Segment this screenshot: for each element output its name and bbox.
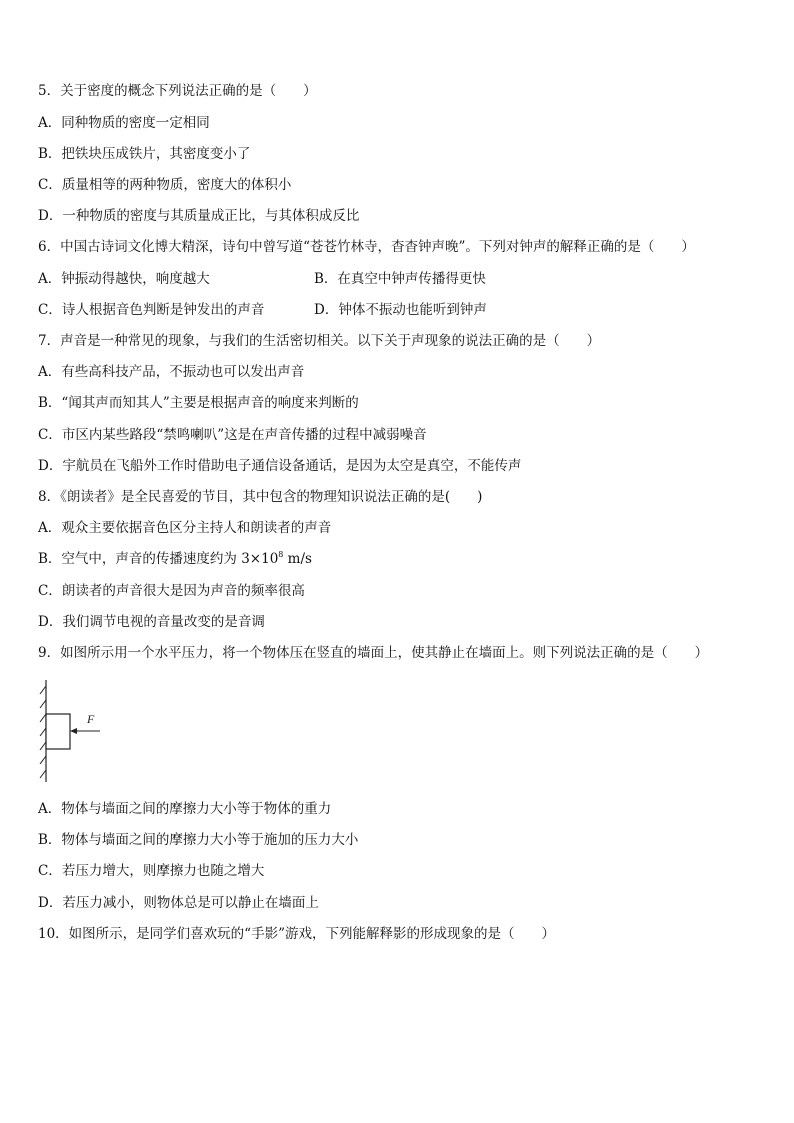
question-5-option-d: D．一种物质的密度与其质量成正比，与其体积成反比 (38, 208, 360, 224)
question-7-option-d: D．宇航员在飞船外工作时借助电子通信设备通话，是因为太空是真空，不能传声 (38, 458, 522, 474)
question-9-stem: 9．如图所示用一个水平压力，将一个物体压在竖直的墙面上，使其静止在墙面上。则下列说法正确的是（ ） (38, 645, 709, 661)
question-8-option-a: A．观众主要依据音色区分主持人和朗读者的声音 (38, 520, 332, 536)
question-8-option-b-unit: m/s (283, 551, 312, 567)
wall-block-force-figure (36, 676, 116, 786)
force-arrow-head (70, 728, 77, 734)
block (46, 714, 70, 749)
force-label: F (87, 712, 95, 726)
question-9-option-a: A．物体与墙面之间的摩擦力大小等于物体的重力 (38, 801, 332, 817)
question-7-option-c: C．市区内某些路段“禁鸣喇叭”这是在声音传播的过程中减弱噪音 (38, 427, 427, 443)
wall-hatching (40, 686, 46, 778)
question-6-option-d: D．钟体不振动也能听到钟声 (314, 302, 487, 318)
question-6-option-b: B．在真空中钟声传播得更快 (314, 271, 486, 287)
question-8-option-b (38, 550, 312, 568)
question-6-option-a: A．钟振动得越快，响度越大 (38, 271, 210, 287)
question-8-option-b-text: B．空气中，声音的传播速度约为 3×10 (38, 551, 279, 567)
question-10-stem: 10．如图所示，是同学们喜欢玩的“手影”游戏，下列能解释影的形成现象的是（ ） (38, 926, 555, 942)
question-8-option-c: C．朗读者的声音很大是因为声音的频率很高 (38, 583, 305, 599)
question-5-option-a: A．同种物质的密度一定相同 (38, 115, 210, 131)
question-8-option-d: D．我们调节电视的音量改变的是音调 (38, 614, 265, 630)
question-5-stem: 5．关于密度的概念下列说法正确的是（ ） (38, 83, 317, 99)
question-7-stem: 7．声音是一种常见的现象，与我们的生活密切相关。以下关于声现象的说法正确的是（ ） (38, 333, 601, 349)
question-8-option-b-exponent: 8 (278, 550, 284, 559)
question-7-option-a: A．有些高科技产品，不振动也可以发出声音 (38, 364, 305, 380)
question-8-stem: 8．《朗读者》是全民喜爱的节目，其中包含的物理知识说法正确的是( ) (38, 489, 483, 505)
question-9-option-b: B．物体与墙面之间的摩擦力大小等于施加的压力大小 (38, 832, 359, 848)
question-5-option-c: C．质量相等的两种物质，密度大的体积小 (38, 177, 292, 193)
question-6-stem: 6．中国古诗词文化博大精深，诗句中曾写道“苍苍竹林寺，杳杳钟声晚”。下列对钟声的解释正确的是（ ） (38, 239, 695, 255)
question-9-option-d: D．若压力减小，则物体总是可以静止在墙面上 (38, 895, 319, 911)
question-6-option-c: C．诗人根据音色判断是钟发出的声音 (38, 302, 265, 318)
question-7-option-b: B．“闻其声而知其人”主要是根据声音的响度来判断的 (38, 395, 359, 411)
question-9-option-c: C．若压力增大，则摩擦力也随之增大 (38, 863, 265, 879)
question-5-option-b: B．把铁块压成铁片，其密度变小了 (38, 146, 251, 162)
